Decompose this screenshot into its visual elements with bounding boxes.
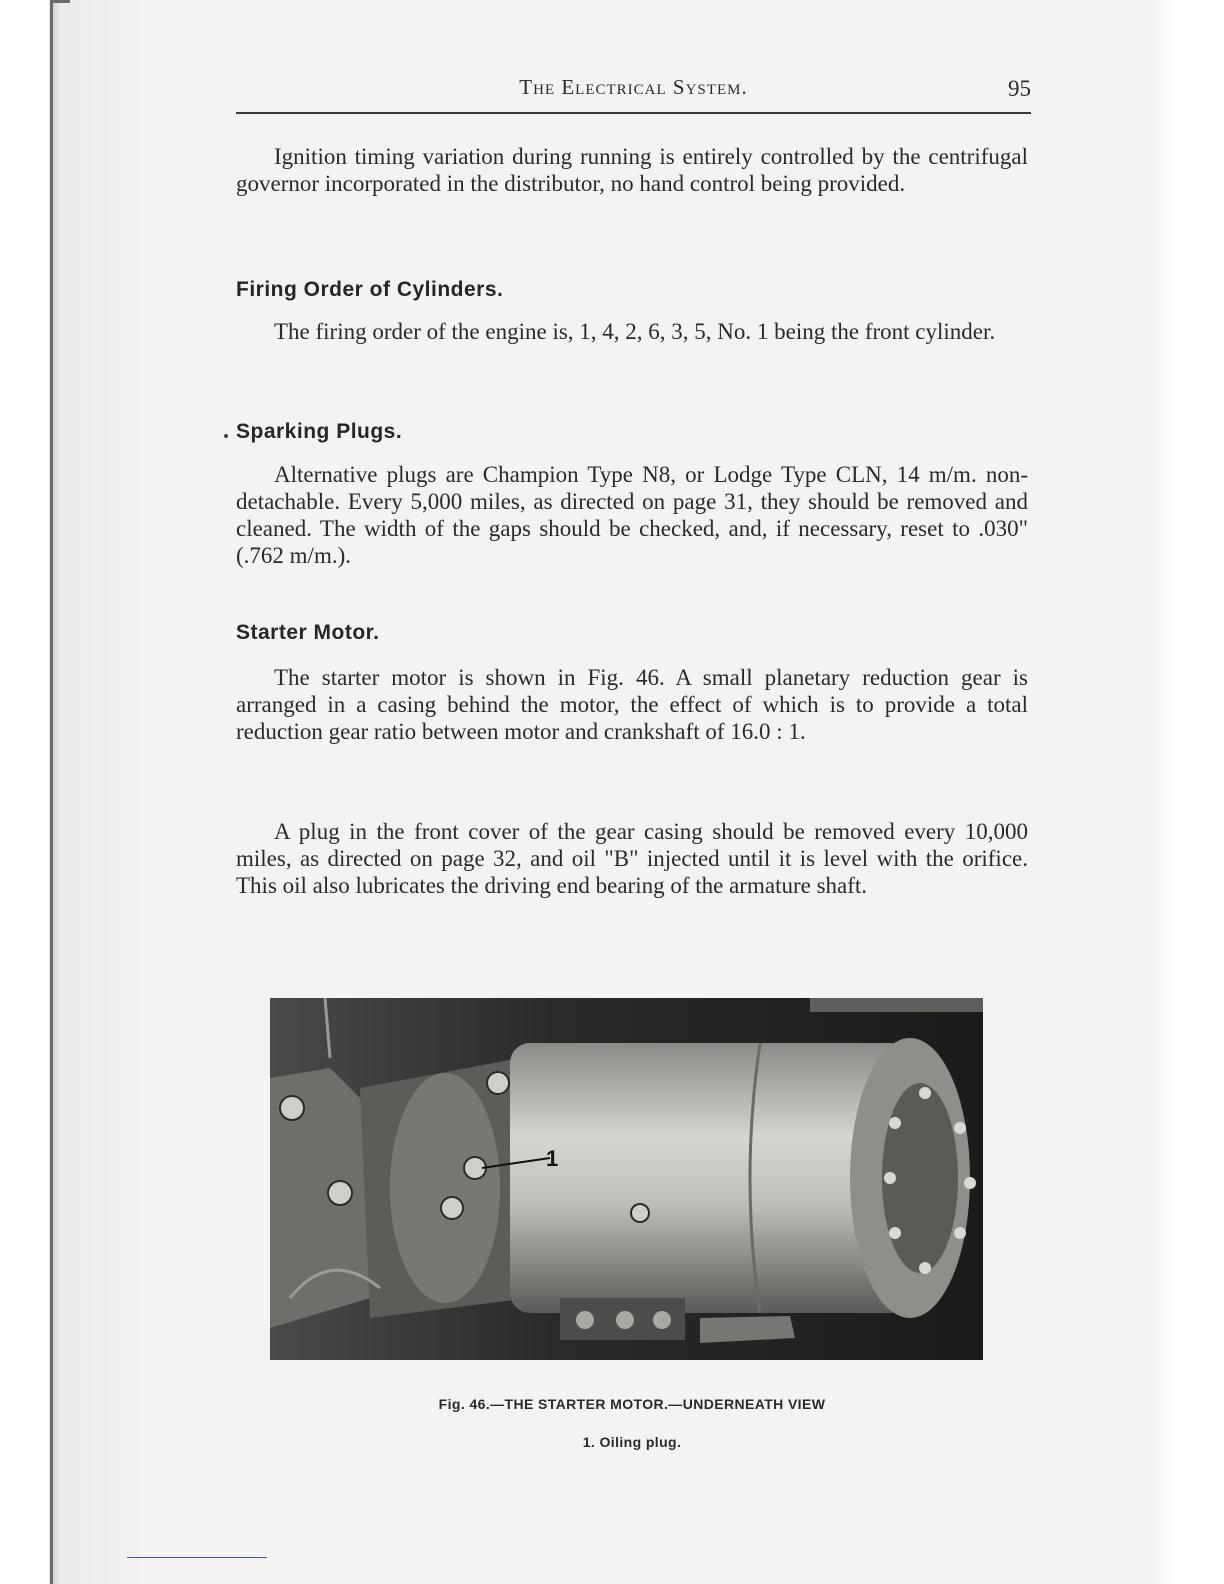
heading-firing-order: Firing Order of Cylinders.: [236, 278, 504, 301]
margin-mark: [224, 434, 228, 438]
firing-order-paragraph: The firing order of the engine is, 1, 4, 2, 6, 3, 5, No. 1 being the front cylinder.: [274, 319, 996, 344]
page-header: [236, 70, 1031, 114]
page-gutter: [0, 0, 140, 1584]
running-head: The Electrical System.: [519, 75, 748, 99]
figure-legend: 1. Oiling plug.: [582, 1434, 682, 1450]
binding-corner: [50, 0, 70, 3]
bracket-holes: [576, 1311, 671, 1329]
page-right-margin: [1154, 0, 1224, 1584]
flywheel-edge: [810, 998, 983, 1012]
heading-starter-motor: Starter Motor.: [236, 621, 380, 644]
starter-motor-photo: [270, 998, 983, 1360]
footer-link-underline: [127, 1557, 267, 1558]
binding-rule: [50, 0, 53, 1584]
callout-number: 1: [546, 1146, 559, 1171]
intro-paragraph: Ignition timing variation during running is entirely controlled by the centrifugal governor incorporated in the distributor, no hand control being provided.: [236, 144, 1028, 196]
starter-motor-illustration: [270, 998, 983, 1360]
starter-motor-paragraph-2: A plug in the front cover of the gear casing should be removed every 10,000 miles, as directed on page 32, and oil "B" injected until it is level with the orifice. This oil also lubricates the driving end bearing of the armature shaft.: [236, 819, 1028, 898]
heading-sparking-plugs: Sparking Plugs.: [236, 420, 403, 443]
figure-caption: Fig. 46.—THE STARTER MOTOR.—UNDERNEATH VIEW: [438, 1396, 826, 1412]
starter-motor-paragraph-1: The starter motor is shown in Fig. 46. A small planetary reduction gear is arranged in a casing behind the motor, the effect of which is to provide a total reduction gear ratio between motor and crankshaft of 16.0 : 1.: [236, 665, 1028, 744]
page-number: 95: [1008, 76, 1031, 101]
sparking-plugs-paragraph: Alternative plugs are Champion Type N8, or Lodge Type CLN, 14 m/m. non-detachable. Every 5,000 miles, as directed on page 31, they should be removed and cleaned. The width of the gaps should be checked, and, if necessary, reset to .030" (.762 m/m.).: [236, 462, 1028, 568]
gear-casing-cover: [390, 1073, 500, 1303]
